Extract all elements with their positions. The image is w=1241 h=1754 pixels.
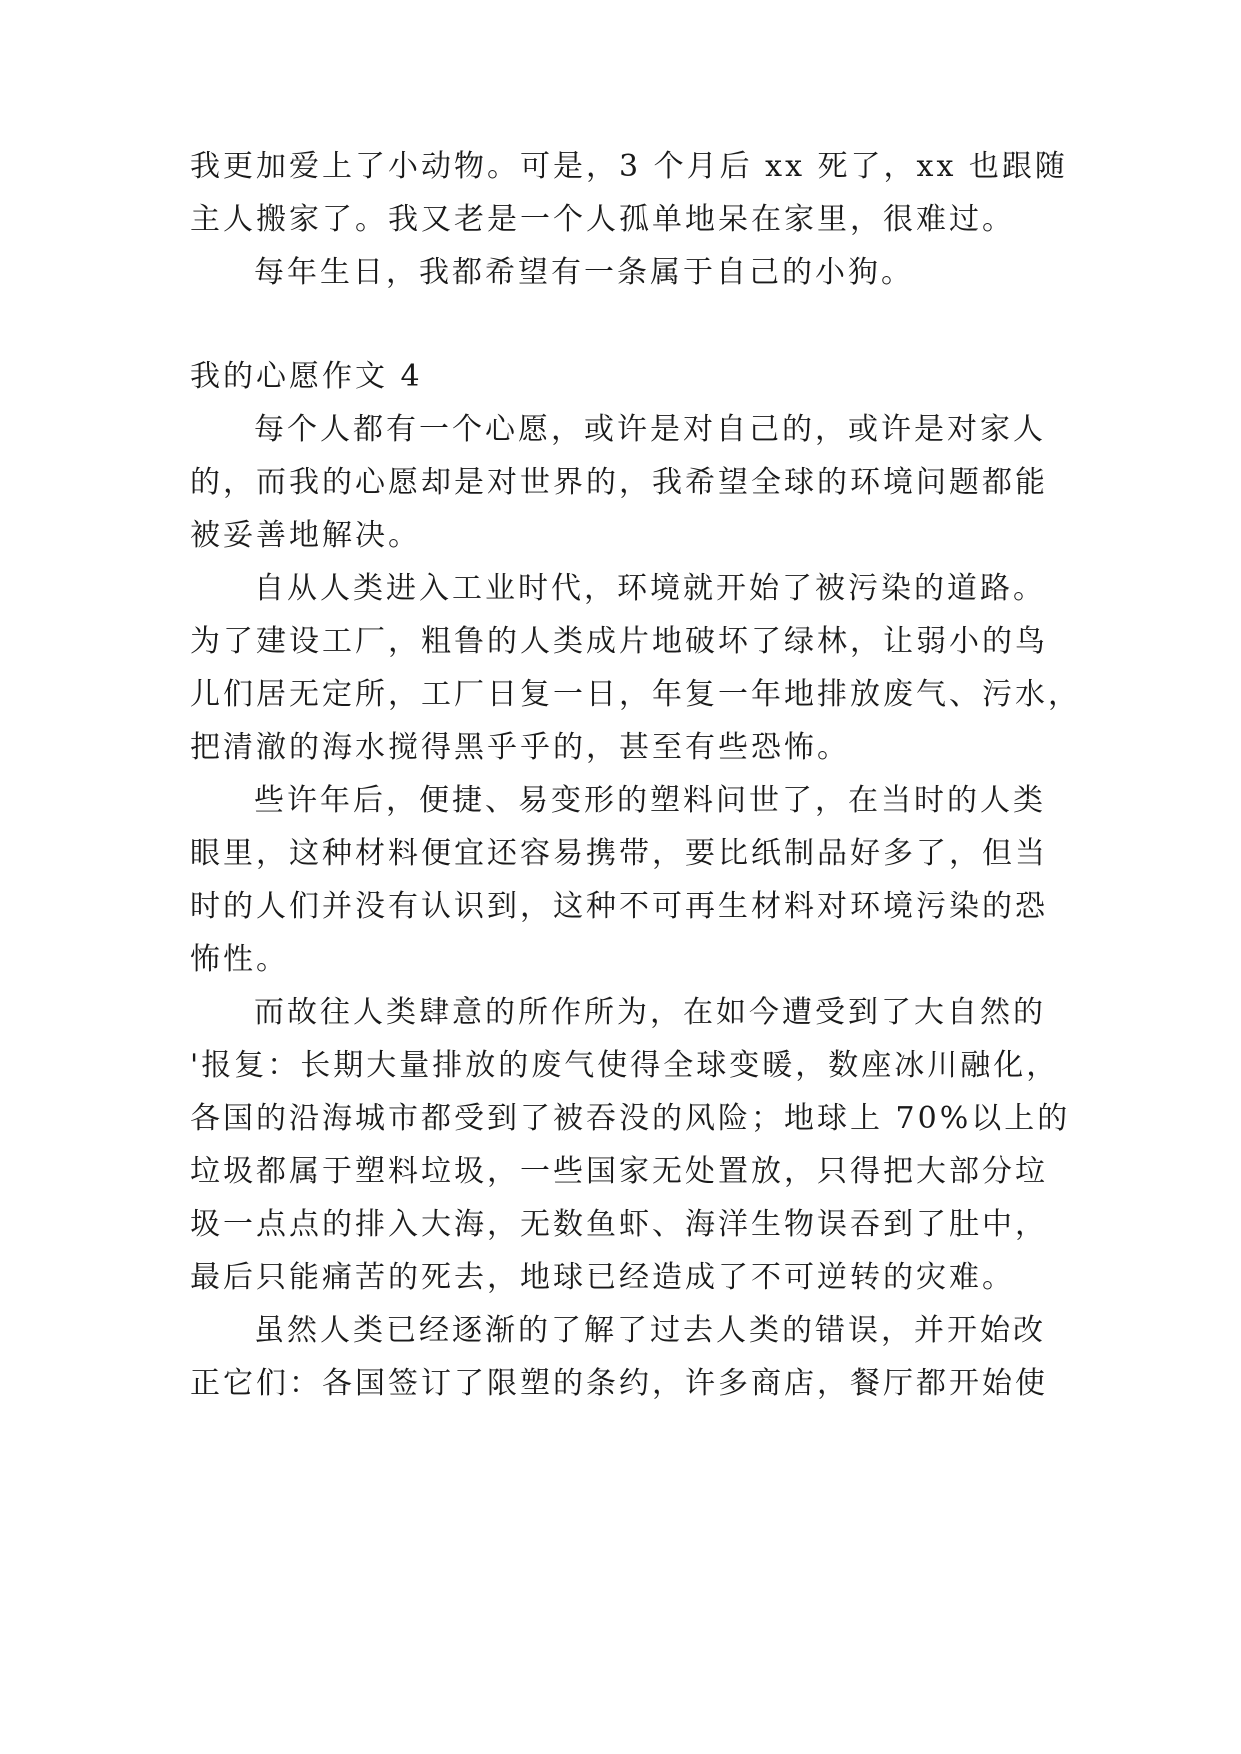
paragraph-line: '报复：长期大量排放的废气使得全球变暖，数座冰川融化， (190, 1048, 1060, 1083)
paragraph-line: 把清澈的海水搅得黑乎乎的，甚至有些恐怖。 (190, 730, 850, 765)
paragraph-line: 虽然人类已经逐渐的了解了过去人类的错误，并开始改 (254, 1313, 1046, 1348)
paragraph-line: 自从人类进入工业时代，环境就开始了被污染的道路。 (254, 571, 1046, 606)
paragraph-line: 被妥善地解决。 (190, 518, 421, 553)
section-title: 我的心愿作文 4 (190, 359, 423, 394)
text-line: 主人搬家了。我又老是一个人孤单地呆在家里，很难过。 (190, 202, 1015, 237)
paragraph-line: 眼里，这种材料便宜还容易携带，要比纸制品好多了，但当 (190, 836, 1048, 871)
text-line: 我更加爱上了小动物。可是，3 个月后 xx 死了，xx 也跟随 (190, 149, 1068, 184)
paragraph-line: 为了建设工厂，粗鲁的人类成片地破坏了绿林，让弱小的鸟 (190, 624, 1048, 659)
paragraph-line: 各国的沿海城市都受到了被吞没的风险；地球上 70%以上的 (190, 1101, 1071, 1136)
paragraph-line: 儿们居无定所，工厂日复一日，年复一年地排放废气、污水， (190, 677, 1081, 712)
paragraph-line: 圾一点点的排入大海，无数鱼虾、海洋生物误吞到了肚中， (190, 1207, 1048, 1242)
paragraph-line: 正它们：各国签订了限塑的条约，许多商店，餐厅都开始使 (190, 1366, 1048, 1401)
paragraph-line: 垃圾都属于塑料垃圾，一些国家无处置放，只得把大部分垃 (190, 1154, 1048, 1189)
paragraph-line: 每个人都有一个心愿，或许是对自己的，或许是对家人 (254, 412, 1046, 447)
paragraph-line: 最后只能痛苦的死去，地球已经造成了不可逆转的灾难。 (190, 1260, 1015, 1295)
paragraph-line: 怖性。 (190, 942, 289, 977)
closing-paragraph: 每年生日，我都希望有一条属于自己的小狗。 (254, 255, 914, 290)
paragraph-line: 时的人们并没有认识到，这种不可再生材料对环境污染的恐 (190, 889, 1048, 924)
paragraph-line: 些许年后，便捷、易变形的塑料问世了，在当时的人类 (254, 783, 1046, 818)
paragraph-line: 的，而我的心愿却是对世界的，我希望全球的环境问题都能 (190, 465, 1048, 500)
paragraph-line: 而故往人类肆意的所作所为，在如今遭受到了大自然的 (254, 995, 1046, 1030)
